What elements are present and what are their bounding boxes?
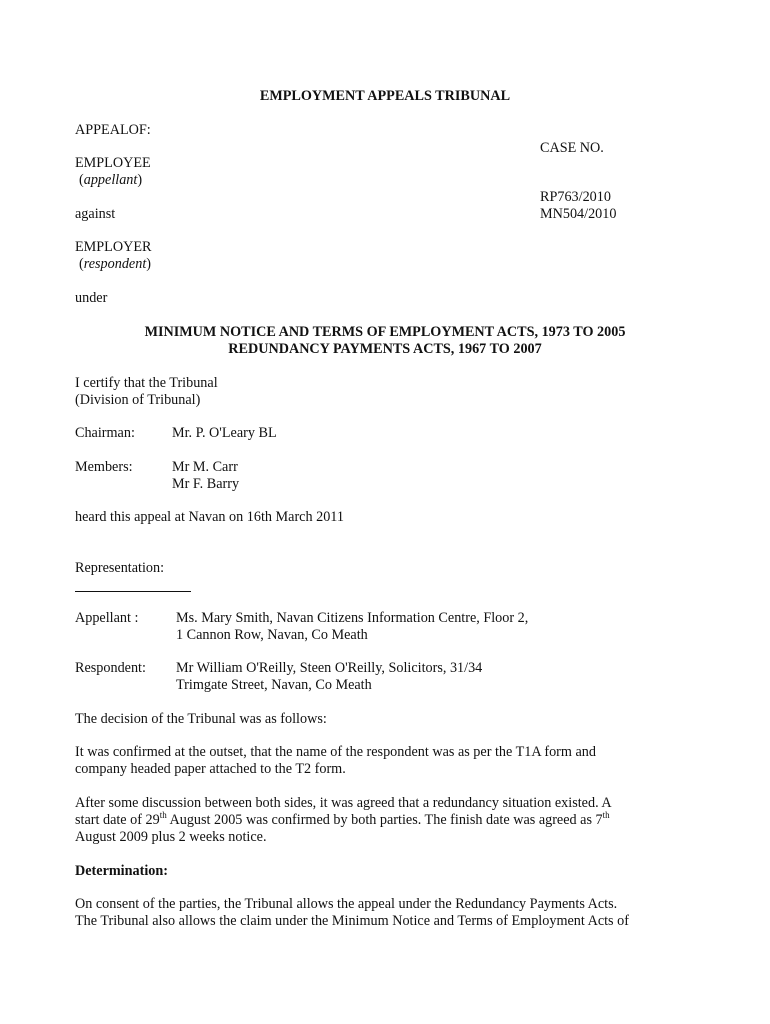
appeal-of-label: APPEALOF: — [75, 122, 151, 138]
heard-line: heard this appeal at Navan on 16th March 2011 — [75, 509, 344, 525]
employee-label: EMPLOYEE — [75, 155, 151, 171]
appellant-role: (appellant) — [79, 172, 143, 188]
paragraph-2-line-2: start date of 29th August 2005 was confirmed by both parties. The finish date was agreed as 7th — [75, 810, 610, 828]
certify-line-2: (Division of Tribunal) — [75, 392, 201, 408]
page-title: EMPLOYMENT APPEALS TRIBUNAL — [259, 88, 511, 104]
representation-underline — [75, 591, 191, 592]
paragraph-1-line-1: It was confirmed at the outset, that the name of the respondent was as per the T1A form and — [75, 744, 596, 760]
representation-label: Representation: — [75, 560, 165, 576]
acts-heading-line-1: MINIMUM NOTICE AND TERMS OF EMPLOYMENT ACTS, 1973 TO 2005 — [144, 324, 626, 340]
paragraph-2-line-1: After some discussion between both sides, it was agreed that a redundancy situation existed. A — [75, 795, 612, 811]
paragraph-1-line-2: company headed paper attached to the T2 form. — [75, 761, 346, 777]
respondent-rep-line-2: Trimgate Street, Navan, Co Meath — [176, 677, 372, 693]
case-number-mn: MN504/2010 — [540, 206, 617, 222]
under-label: under — [75, 290, 108, 306]
chairman-label: Chairman: — [75, 425, 135, 441]
determination-line-1: On consent of the parties, the Tribunal allows the appeal under the Redundancy Payments Acts. — [75, 896, 618, 912]
appellant-rep-line-1: Ms. Mary Smith, Navan Citizens Information Centre, Floor 2, — [176, 610, 529, 626]
member-1: Mr M. Carr — [172, 459, 238, 475]
appellant-label: Appellant : — [75, 610, 139, 626]
decision-intro: The decision of the Tribunal was as follows: — [75, 711, 327, 727]
determination-line-2: The Tribunal also allows the claim under the Minimum Notice and Terms of Employment Acts of — [75, 913, 629, 929]
determination-heading: Determination: — [75, 863, 168, 879]
respondent-rep-line-1: Mr William O'Reilly, Steen O'Reilly, Solicitors, 31/34 — [176, 660, 483, 676]
respondent-label: Respondent: — [75, 660, 146, 676]
case-no-label: CASE NO. — [540, 140, 604, 156]
member-2: Mr F. Barry — [172, 476, 240, 492]
against-label: against — [75, 206, 116, 222]
certify-line-1: I certify that the Tribunal — [75, 375, 218, 391]
respondent-role: (respondent) — [79, 256, 151, 272]
paragraph-2-line-3: August 2009 plus 2 weeks notice. — [75, 829, 267, 845]
case-number-rp: RP763/2010 — [540, 189, 611, 205]
employer-label: EMPLOYER — [75, 239, 152, 255]
chairman-name: Mr. P. O'Leary BL — [172, 425, 277, 441]
appellant-rep-line-2: 1 Cannon Row, Navan, Co Meath — [176, 627, 368, 643]
acts-heading-line-2: REDUNDANCY PAYMENTS ACTS, 1967 TO 2007 — [228, 341, 542, 357]
members-label: Members: — [75, 459, 133, 475]
